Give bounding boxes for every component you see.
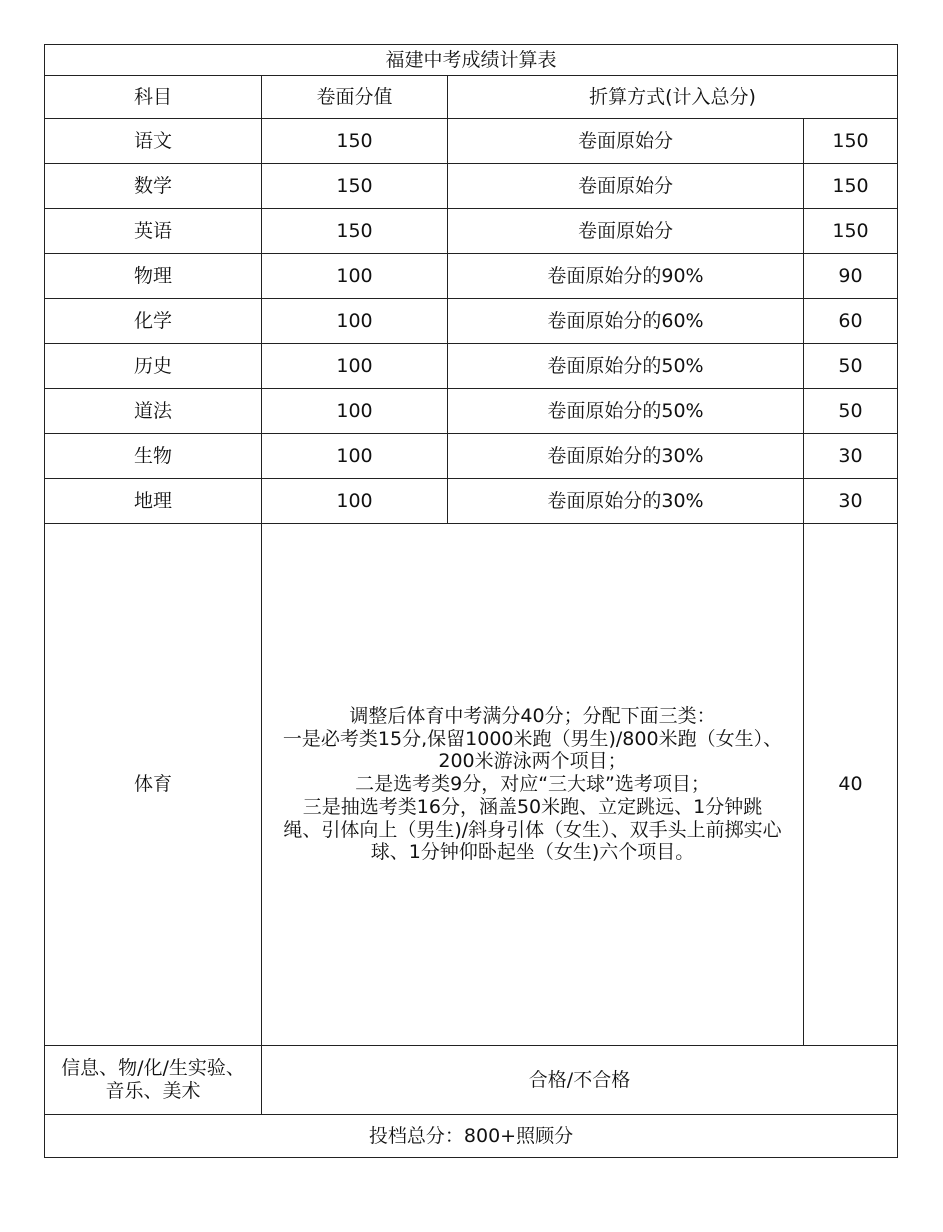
score-table (44, 44, 898, 1158)
table-row (45, 344, 898, 389)
paper-score: 100 (262, 389, 448, 434)
header-conversion: 折算方式(计入总分) (448, 76, 898, 119)
pass-fail-result: 合格/不合格 (262, 1046, 898, 1115)
counted-score: 50 (804, 389, 898, 434)
pe-description (262, 524, 804, 1046)
subject-name: 历史 (45, 344, 262, 389)
table-row (45, 299, 898, 344)
table-row (45, 119, 898, 164)
counted-score: 60 (804, 299, 898, 344)
counted-score: 150 (804, 209, 898, 254)
paper-score: 100 (262, 254, 448, 299)
table-title: 福建中考成绩计算表 (45, 45, 898, 76)
total-row (45, 1115, 898, 1158)
counted-score: 90 (804, 254, 898, 299)
pe-line: 200米游泳两个项目； (438, 750, 627, 773)
header-paper-score: 卷面分值 (262, 76, 448, 119)
paper-score: 100 (262, 344, 448, 389)
pe-line: 一是必考类15分,保留1000米跑（男生)/800米跑（女生）、 (282, 727, 783, 750)
table-row (45, 164, 898, 209)
subject-name: 物理 (45, 254, 262, 299)
pe-subject-name: 体育 (45, 524, 262, 1046)
pe-line: 绳、引体向上（男生)/斜身引体（女生）、双手头上前掷实心 (283, 818, 782, 841)
subject-name: 生物 (45, 434, 262, 479)
conversion-method: 卷面原始分 (448, 164, 804, 209)
pass-fail-row (45, 1046, 898, 1115)
pass-fail-subjects-line: 信息、物/化/生实验、 (61, 1057, 245, 1080)
table-row (45, 479, 898, 524)
table-row (45, 389, 898, 434)
conversion-method: 卷面原始分的90% (448, 254, 804, 299)
subject-name: 数学 (45, 164, 262, 209)
paper-score: 100 (262, 299, 448, 344)
conversion-method: 卷面原始分的60% (448, 299, 804, 344)
pass-fail-subjects-line: 音乐、美术 (105, 1080, 201, 1102)
conversion-method: 卷面原始分的50% (448, 344, 804, 389)
pe-line: 调整后体育中考满分40分；分配下面三类： (349, 704, 716, 727)
conversion-method: 卷面原始分 (448, 119, 804, 164)
counted-score: 150 (804, 119, 898, 164)
counted-score: 50 (804, 344, 898, 389)
conversion-method: 卷面原始分的30% (448, 434, 804, 479)
paper-score: 150 (262, 164, 448, 209)
counted-score: 30 (804, 479, 898, 524)
conversion-method: 卷面原始分 (448, 209, 804, 254)
counted-score: 150 (804, 164, 898, 209)
title-row (45, 45, 898, 76)
paper-score: 150 (262, 119, 448, 164)
pe-line: 二是选考类9分，对应“三大球”选考项目； (355, 773, 710, 796)
conversion-method: 卷面原始分的30% (448, 479, 804, 524)
header-subject: 科目 (45, 76, 262, 119)
table-row (45, 434, 898, 479)
subject-name: 英语 (45, 209, 262, 254)
pe-line: 球、1分钟仰卧起坐（女生)六个项目。 (370, 841, 695, 864)
total-score-note: 投档总分：800+照顾分 (45, 1115, 898, 1158)
header-row (45, 76, 898, 119)
table-row (45, 254, 898, 299)
subject-name: 地理 (45, 479, 262, 524)
pe-counted-score: 40 (804, 524, 898, 1046)
pass-fail-subjects (45, 1046, 262, 1115)
paper-score: 100 (262, 434, 448, 479)
paper-score: 100 (262, 479, 448, 524)
conversion-method: 卷面原始分的50% (448, 389, 804, 434)
subject-name: 语文 (45, 119, 262, 164)
pe-row (45, 524, 898, 1046)
subject-name: 道法 (45, 389, 262, 434)
table-row (45, 209, 898, 254)
counted-score: 30 (804, 434, 898, 479)
subject-name: 化学 (45, 299, 262, 344)
paper-score: 150 (262, 209, 448, 254)
pe-line: 三是抽选考类16分，涵盖50米跑、立定跳远、1分钟跳 (302, 795, 763, 818)
